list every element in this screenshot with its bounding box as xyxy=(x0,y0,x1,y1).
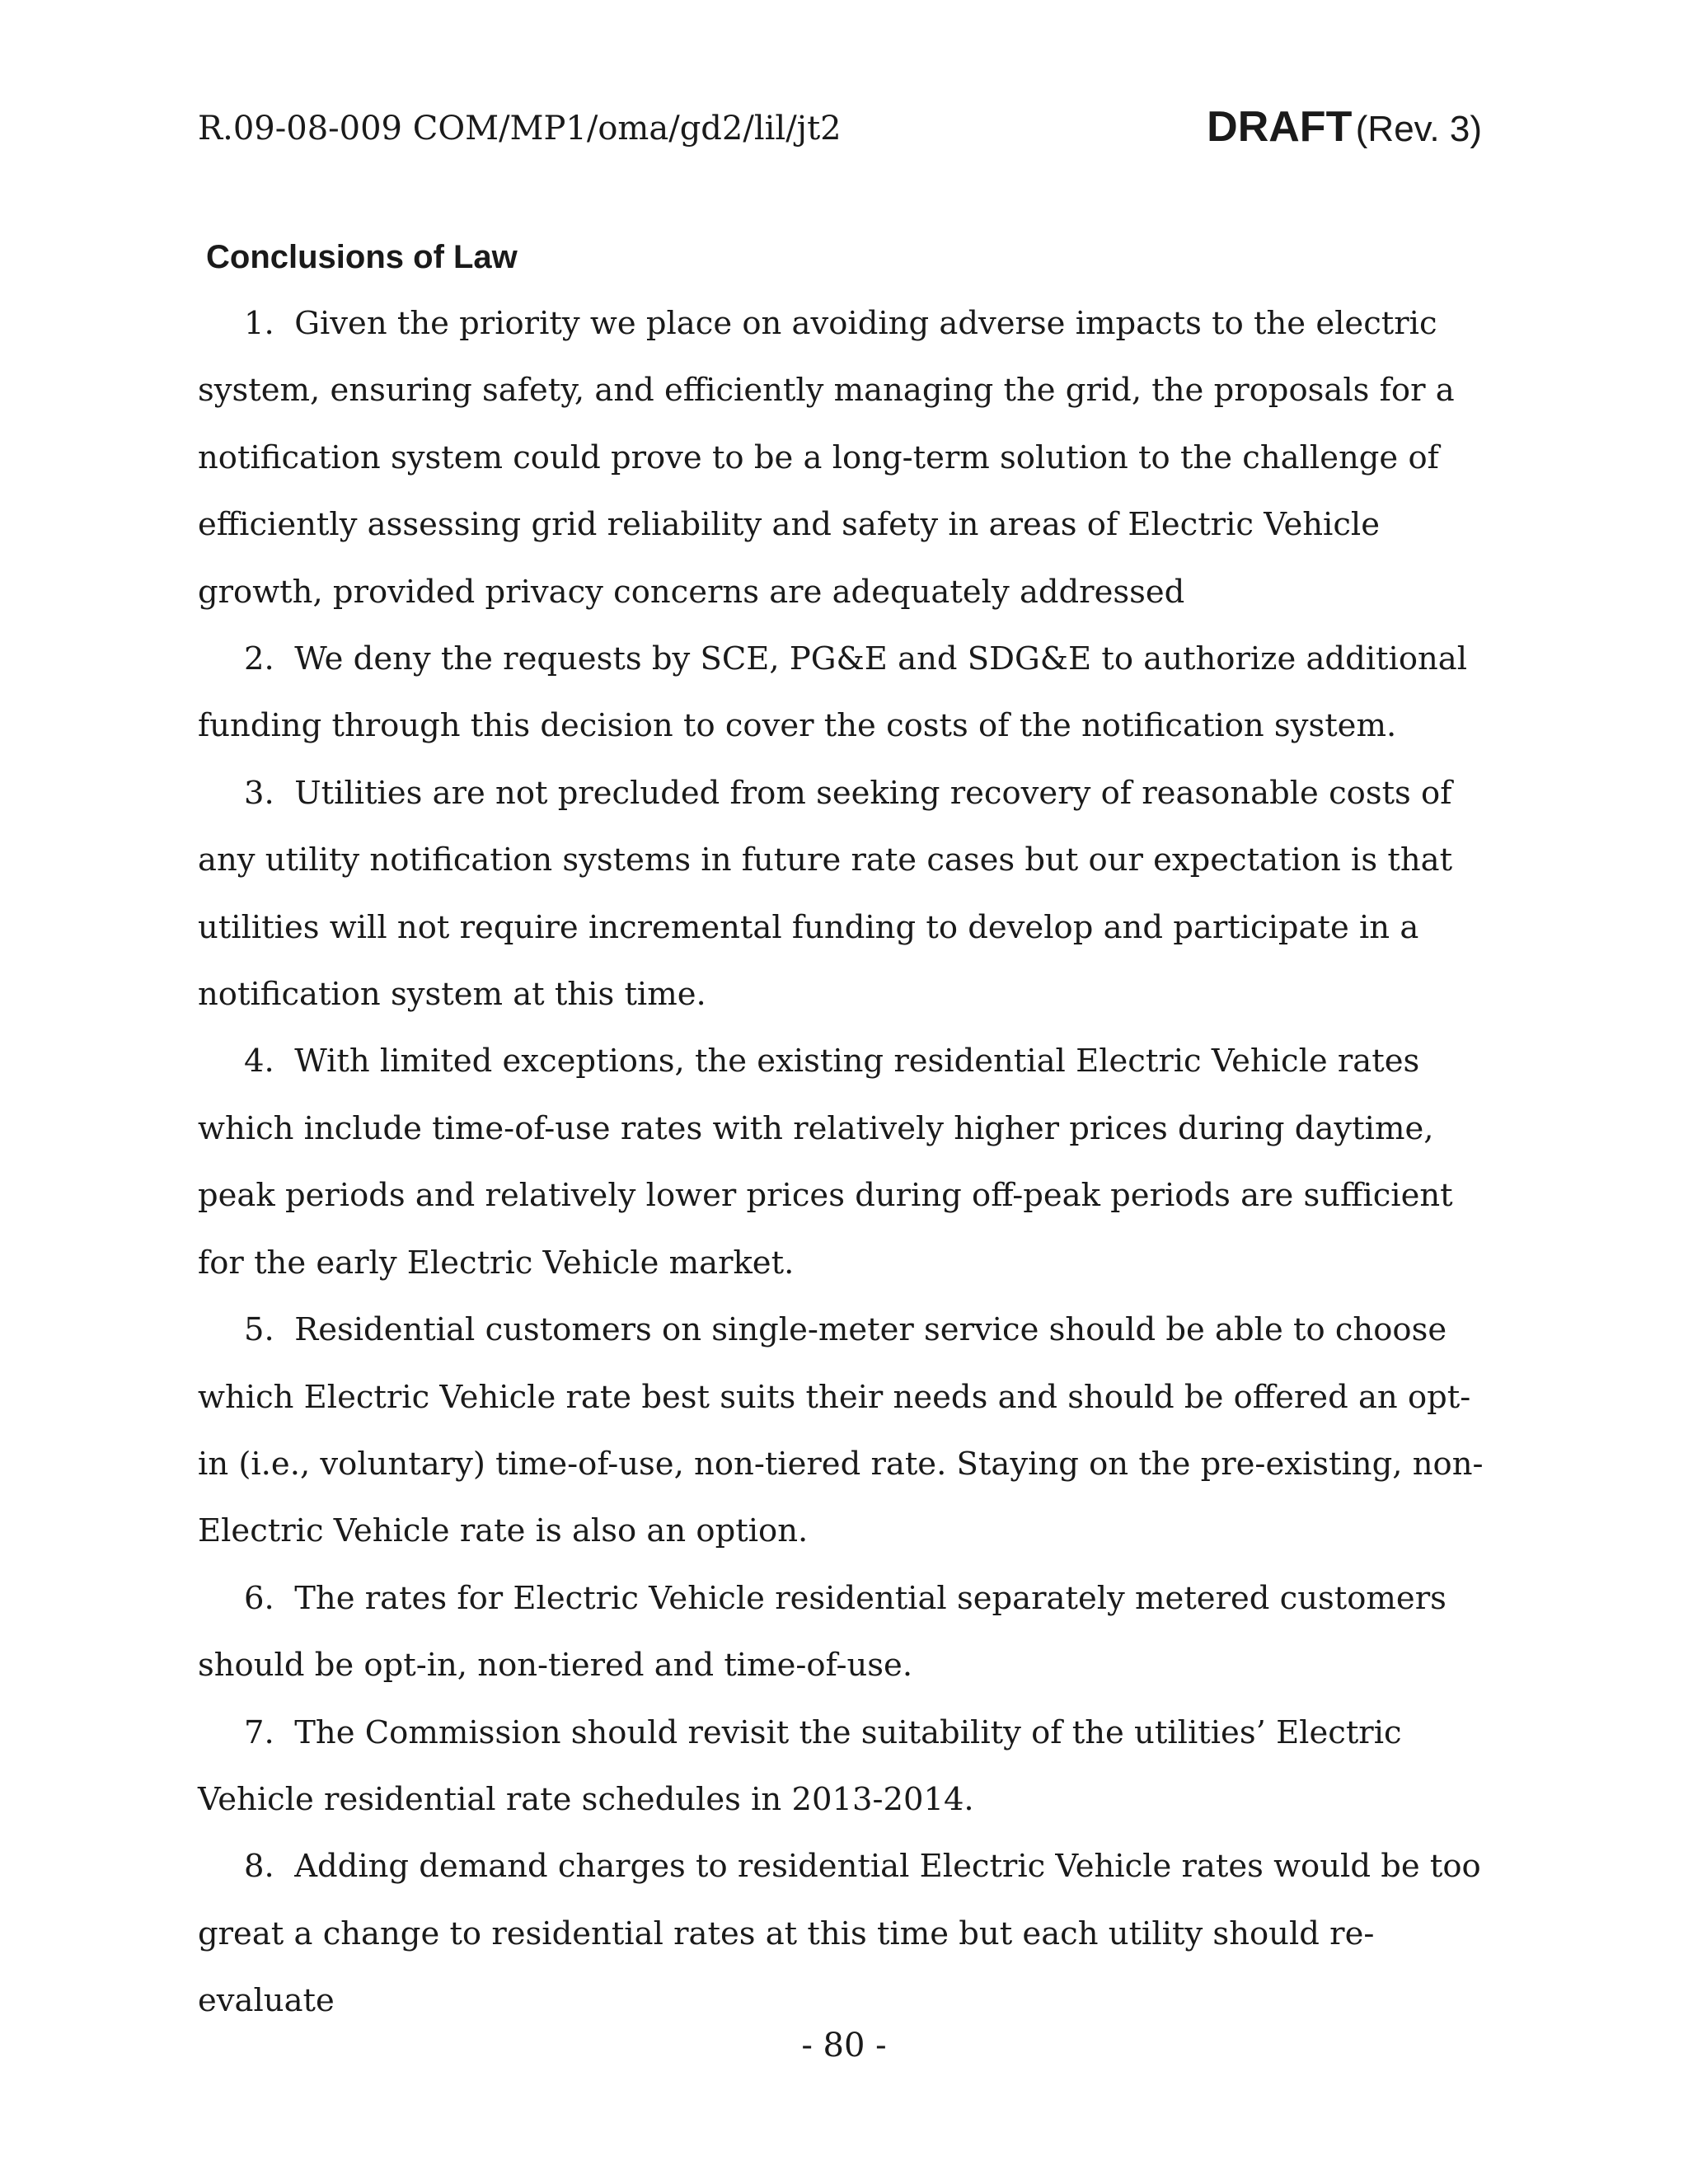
conclusion-item-7 xyxy=(198,1699,1500,1834)
item-text: With limited exceptions, the existing residential Electric Vehicle rates which include time-of-use rates with relatively higher prices during daytime, peak periods and relatively lower prices during off-peak periods are sufficient for the early Electric Vehicle market. xyxy=(198,1043,1453,1282)
item-text: Utilities are not precluded from seeking recovery of reasonable costs of any utility notification systems in future rate cases but our expectation is that utilities will not require incremental funding to develop and participate in a notification system at this time. xyxy=(198,774,1453,1014)
item-text: The Commission should revisit the suitability of the utilities’ Electric Vehicle residential rate schedules in 2013-2014. xyxy=(198,1713,1402,1818)
draft-label xyxy=(1207,103,1482,151)
item-text: Adding demand charges to residential Electric Vehicle rates would be too great a change to residential rates at this time but each utility should re-evaluate xyxy=(198,1848,1481,2020)
draft-word: DRAFT xyxy=(1207,103,1353,151)
item-number: 6. xyxy=(244,1579,274,1617)
item-number: 3. xyxy=(244,774,274,812)
item-number: 8. xyxy=(244,1848,274,1886)
item-text: We deny the requests by SCE, PG&E and SDG&E to authorize additional funding through this decision to cover the costs of the notification system. xyxy=(198,640,1468,745)
item-number: 5. xyxy=(244,1311,274,1349)
docket-number: R.09-08-009 COM/MP1/oma/gd2/lil/jt2 xyxy=(198,110,842,148)
item-text: Residential customers on single-meter service should be able to choose which Electric Vehicle rate best suits their needs and should be offered an opt-in (i.e., voluntary) time-of-use, non-tiered rate. Staying on the pre-existing, non-Electric Vehicle rate is also an option. xyxy=(198,1311,1484,1550)
page-header xyxy=(198,97,1482,163)
conclusion-item-5 xyxy=(198,1296,1500,1565)
page-number: - 80 - xyxy=(801,2027,887,2064)
conclusion-item-1 xyxy=(198,290,1500,626)
section-heading: Conclusions of Law xyxy=(206,239,518,275)
conclusion-item-4 xyxy=(198,1028,1500,1296)
conclusions-list xyxy=(198,290,1500,2035)
item-number: 1. xyxy=(244,305,274,342)
conclusion-item-3 xyxy=(198,760,1500,1029)
revision-label: (Rev. 3) xyxy=(1355,109,1482,149)
item-text: Given the priority we place on avoiding adverse impacts to the electric system, ensuring safety, and efficiently managing the grid, the proposals for a notification system could prove to be a long-term solution to the challenge of efficiently assessing grid reliability and safety in areas of Electric Vehicle growth, provided privacy concerns are adequately addressed xyxy=(198,305,1455,611)
item-number: 7. xyxy=(244,1713,274,1751)
item-text: The rates for Electric Vehicle residential separately metered customers should be opt-in, non-tiered and time-of-use. xyxy=(198,1579,1447,1685)
conclusion-item-8 xyxy=(198,1833,1500,2034)
conclusion-item-6 xyxy=(198,1565,1500,1699)
item-number: 2. xyxy=(244,640,274,678)
item-number: 4. xyxy=(244,1043,274,1080)
conclusion-item-2 xyxy=(198,626,1500,760)
